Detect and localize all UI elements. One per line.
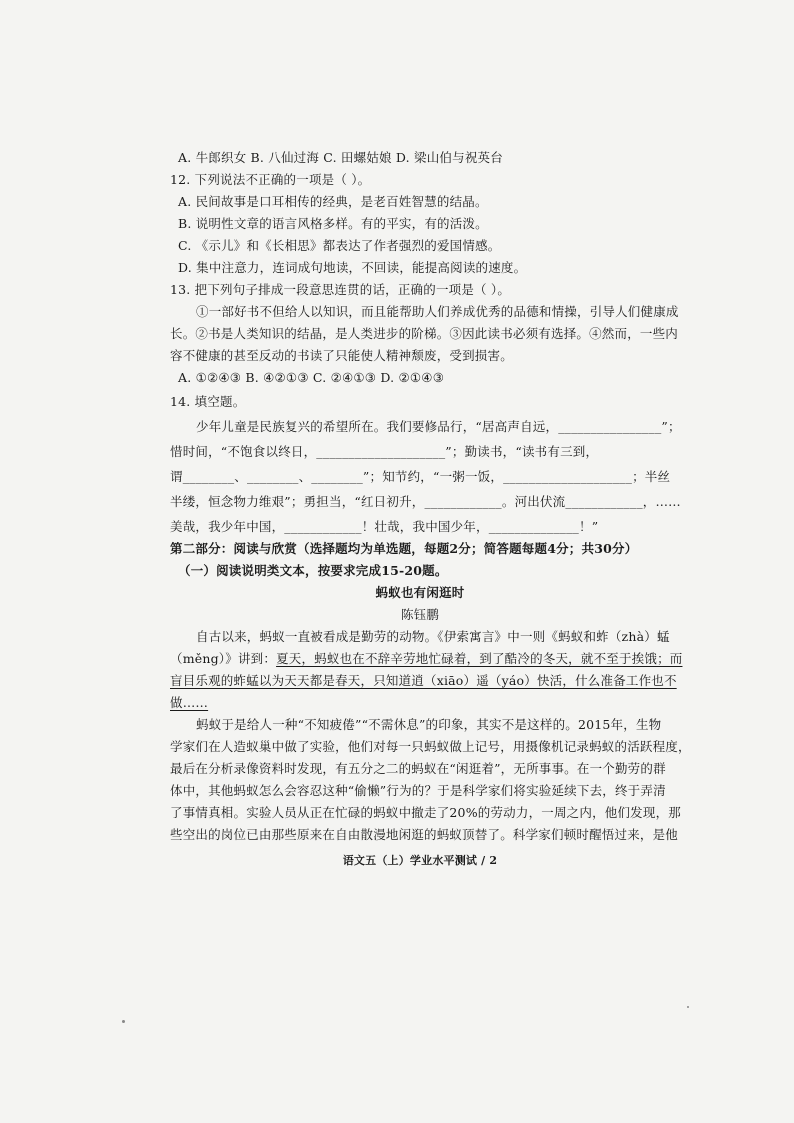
article-p2-line4: 体中，其他蚂蚁怎么会容忍这种“偷懒”行为的？于是科学家们将实验延续下去，终于弄清 xyxy=(170,783,666,798)
scan-speck xyxy=(687,1006,689,1008)
q13-text-line3: 容不健康的甚至反动的书读了只能使人精神颓废，受到损害。 xyxy=(170,348,513,363)
article-p1-line4: 做…… xyxy=(170,695,209,710)
part2-heading: 第二部分：阅读与欣赏（选择题均为单选题，每题2分；简答题每题4分；共30分） xyxy=(170,541,638,556)
article-p2-line5: 了事情真相。实验人员从正在忙碌的蚂蚁中撤走了20%的劳动力，一周之内，他们发现，那 xyxy=(170,805,681,820)
page-footer: 语文五（上）学业水平测试 / 2 xyxy=(342,854,498,867)
q12-option-d: D. 集中注意力，连词成句地读，不回读，能提高阅读的速度。 xyxy=(178,260,527,275)
q12-option-b: B. 说明性文章的语言风格多样。有的平实，有的活泼。 xyxy=(178,216,488,231)
article-p1-line2 xyxy=(170,650,683,668)
article-author: 陈钰鹏 xyxy=(400,607,440,622)
article-p1-line1: 自古以来，蚂蚁一直被看成是勤劳的动物。《伊索寓言》中一则《蚂蚁和蚱（zhà）蜢 xyxy=(196,629,670,644)
q14-line4: 半缕，恒念物力维艰”；勇担当，“红日初升，____________。河出伏流____________，…… xyxy=(170,494,681,509)
article-p1-line2-underlined: 夏天，蚂蚁也在不辞辛劳地忙碌着，到了酷冷的冬天，就不至于挨饿；而 xyxy=(276,651,683,666)
article-p2-line6: 些空出的岗位已由那些原来在自由散漫地闲逛的蚂蚁顶替了。科学家们顿时醒悟过来，是他 xyxy=(170,827,679,842)
article-p1-line3: 盲目乐观的蚱蜢以为天天都是春天，只知道逍（xiāo）遥（yáo）快活，什么准备工作也不 xyxy=(170,673,677,688)
article-p2-line3: 最后在分析录像资料时发现，有五分之二的蚂蚁在“闲逛着”，无所事事。在一个勤劳的群 xyxy=(170,761,666,776)
section1-heading: （一）阅读说明类文本，按要求完成15-20题。 xyxy=(178,563,448,578)
q11-options: A. 牛郎织女 B. 八仙过海 C. 田螺姑娘 D. 梁山伯与祝英台 xyxy=(178,150,503,165)
article-p2-line2: 学家们在人造蚁巢中做了实验，他们对每一只蚂蚁做上记号，用摄像机记录蚂蚁的活跃程度， xyxy=(170,739,691,754)
article-title: 蚂蚁也有闲逛时 xyxy=(375,585,465,600)
article-p2-line1: 蚂蚁于是给人一种“不知疲倦”“不需休息”的印象，其实不是这样的。2015年，生物 xyxy=(196,717,662,732)
q14-line2: 惜时间，“不饱食以终日，____________________”；勤读书，“读书有三到， xyxy=(170,444,599,459)
q12-stem: 12. 下列说法不正确的一项是（ ）。 xyxy=(170,172,371,187)
scan-speck xyxy=(122,1020,125,1023)
q14-line3: 谓________、________、________”；知节约，“一粥一饭，____________________；半丝 xyxy=(170,469,671,484)
q14-stem: 14. 填空题。 xyxy=(170,394,246,409)
q13-text-line1: ①一部好书不但给人以知识，而且能帮助人们养成优秀的品德和情操，引导人们健康成 xyxy=(196,304,679,319)
q13-options: A. ①②④③ B. ④②①③ C. ②④①③ D. ②①④③ xyxy=(178,370,445,385)
q13-text-line2: 长。②书是人类知识的结晶，是人类进步的阶梯。③因此读书必须有选择。④然而，一些内 xyxy=(170,326,679,341)
q12-option-c: C. 《示儿》和《长相思》都表达了作者强烈的爱国情感。 xyxy=(178,238,501,253)
q14-line1: 少年儿童是民族复兴的希望所在。我们要修品行，“居高声自远，________________”； xyxy=(196,419,681,434)
q12-option-a: A. 民间故事是口耳相传的经典，是老百姓智慧的结晶。 xyxy=(178,194,488,209)
q13-stem: 13. 把下列句子排成一段意思连贯的话，正确的一项是（ ）。 xyxy=(170,282,511,297)
article-p1-line2-lead: （měng）》讲到： xyxy=(170,651,277,666)
q14-line5: 美哉，我少年中国，____________！壮哉，我中国少年，______________！” xyxy=(170,519,599,534)
